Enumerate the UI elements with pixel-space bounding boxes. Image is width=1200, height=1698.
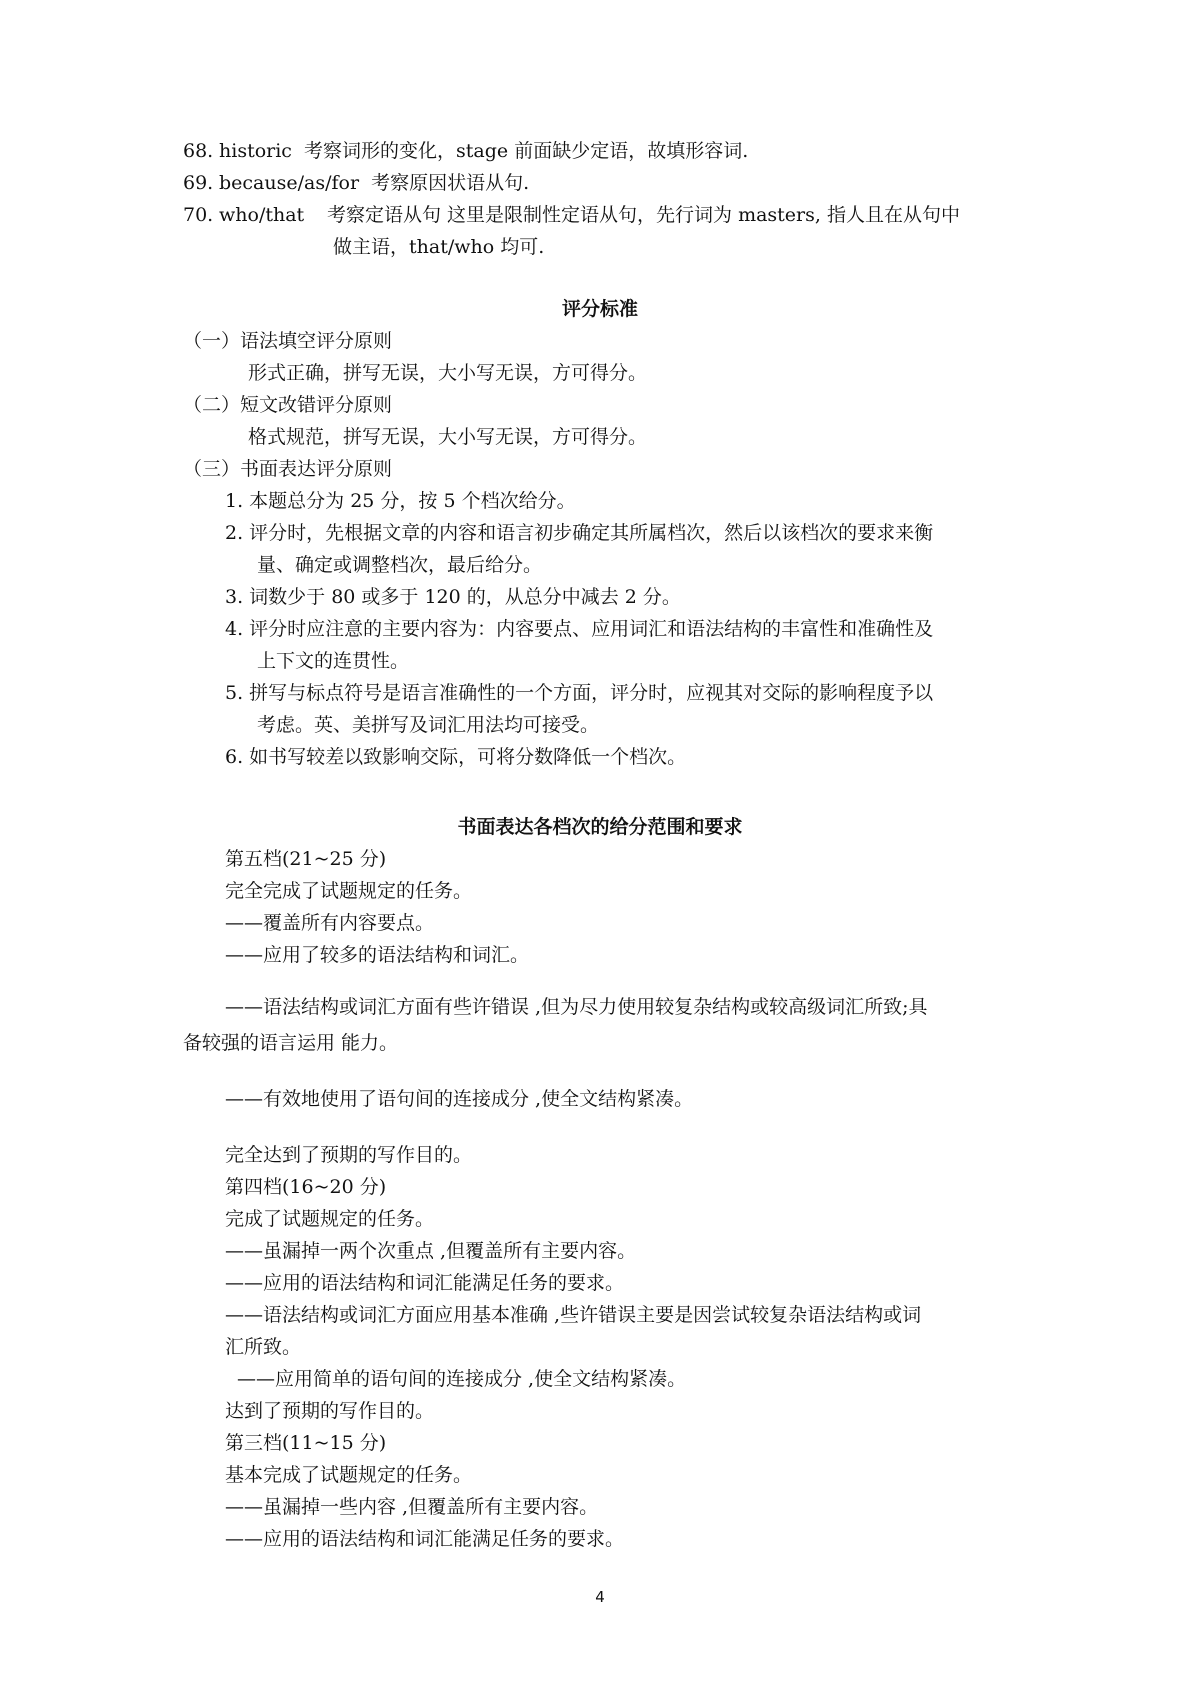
level-line-cont: 备较强的语言运用 能力。 <box>183 1032 399 1054</box>
level-line: 基本完成了试题规定的任务。 <box>225 1464 473 1486</box>
answer-69 <box>183 171 529 195</box>
level-heading: 第三档(11~15 分) <box>225 1432 387 1454</box>
level-line: ——应用的语法结构和词汇能满足任务的要求。 <box>225 1528 625 1550</box>
answer-word: because/as/for <box>219 172 360 194</box>
level-line: ——覆盖所有内容要点。 <box>225 912 435 934</box>
page-number: 4 <box>595 1588 605 1606</box>
answer-70-cont: 做主语，that/who 均可. <box>333 236 545 258</box>
level-line: ——应用了较多的语法结构和词汇。 <box>225 944 530 966</box>
answer-70 <box>183 203 960 227</box>
grammar-text: 形式正确，拼写无误，大小写无误，方可得分。 <box>248 362 648 384</box>
answer-explanation: 考察原因状语从句. <box>371 172 530 194</box>
answer-number: 69. <box>183 172 214 194</box>
rule-item: 5. 拼写与标点符号是语言准确性的一个方面，评分时，应视其对交际的影响程度予以 <box>225 682 934 704</box>
level-line: ——虽漏掉一两个次重点 ,但覆盖所有主要内容。 <box>225 1240 637 1262</box>
answer-68 <box>183 139 748 163</box>
scoring-title: 评分标准 <box>561 298 638 320</box>
level-line: ——有效地使用了语句间的连接成分 ,使全文结构紧凑。 <box>225 1088 694 1110</box>
levels-title: 书面表达各档次的给分范围和要求 <box>457 816 743 838</box>
level-line: ——语法结构或词汇方面应用基本准确 ,些许错误主要是因尝试较复杂语法结构或词 <box>225 1304 922 1326</box>
correction-heading: （二）短文改错评分原则 <box>183 394 393 416</box>
rule-item-cont: 量、确定或调整档次，最后给分。 <box>257 554 543 576</box>
answer-word: who/that <box>219 204 305 226</box>
level-line: 达到了预期的写作目的。 <box>225 1400 435 1422</box>
level-line: 完全完成了试题规定的任务。 <box>225 880 473 902</box>
level-line: ——虽漏掉一些内容 ,但覆盖所有主要内容。 <box>225 1496 599 1518</box>
rule-item: 6. 如书写较差以致影响交际，可将分数降低一个档次。 <box>225 746 687 768</box>
rule-item-cont: 上下文的连贯性。 <box>257 650 410 672</box>
rule-item: 3. 词数少于 80 或多于 120 的，从总分中减去 2 分。 <box>225 586 681 608</box>
rule-item: 4. 评分时应注意的主要内容为：内容要点、应用词汇和语法结构的丰富性和准确性及 <box>225 618 934 640</box>
level-line: ——应用简单的语句间的连接成分 ,使全文结构紧凑。 <box>237 1368 687 1390</box>
rule-item-cont: 考虑。英、美拼写及词汇用法均可接受。 <box>257 714 600 736</box>
level-line: ——应用的语法结构和词汇能满足任务的要求。 <box>225 1272 625 1294</box>
level-line: ——语法结构或词汇方面有些许错误 ,但为尽力使用较复杂结构或较高级词汇所致;具 <box>225 996 928 1018</box>
level-heading: 第五档(21~25 分) <box>225 848 387 870</box>
grammar-heading: （一）语法填空评分原则 <box>183 330 393 352</box>
level-heading: 第四档(16~20 分) <box>225 1176 387 1198</box>
level-line-cont: 汇所致。 <box>225 1336 302 1358</box>
rule-item: 1. 本题总分为 25 分，按 5 个档次给分。 <box>225 490 576 512</box>
level-line: 完全达到了预期的写作目的。 <box>225 1144 473 1166</box>
answer-number: 70. <box>183 204 214 226</box>
level-line: 完成了试题规定的任务。 <box>225 1208 435 1230</box>
answer-word: historic <box>219 140 292 162</box>
correction-text: 格式规范，拼写无误，大小写无误，方可得分。 <box>248 426 648 448</box>
answer-explanation: 考察词形的变化，stage 前面缺少定语，故填形容词. <box>304 140 749 162</box>
rule-item: 2. 评分时，先根据文章的内容和语言初步确定其所属档次，然后以该档次的要求来衡 <box>225 522 934 544</box>
answer-number: 68. <box>183 140 214 162</box>
writing-heading: （三）书面表达评分原则 <box>183 458 393 480</box>
answer-explanation: 考察定语从句 这里是限制性定语从句，先行词为 masters, 指人且在从句中 <box>327 204 960 226</box>
